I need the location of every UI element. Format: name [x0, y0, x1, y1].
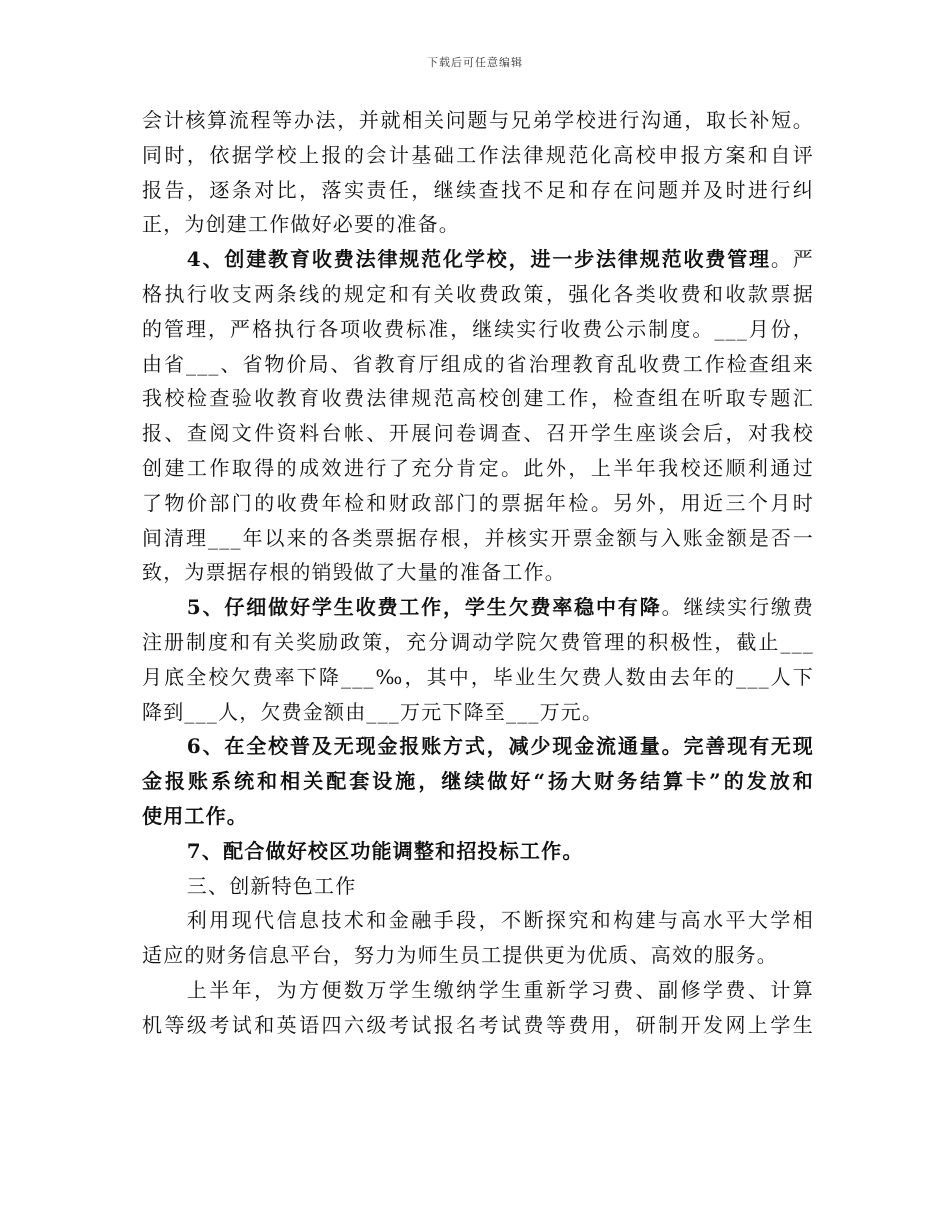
text-run: 适应的财务信息平台，努力为师生员工提供更为优质、高效的服务。 [142, 943, 778, 968]
text-line [142, 903, 814, 938]
bold-text: 金报账系统和相关配套设施，继续做好“扬大财务结算卡”的发放和 [142, 769, 814, 794]
text-line [142, 103, 814, 138]
text-run: 我校检查验收教育收费法律规范高校创建工作，检查组在听取专题汇 [142, 386, 814, 411]
text-line [142, 242, 814, 277]
text-run: 月底全校欠费率下降___‰，其中，毕业生欠费人数由去年的___人下 [142, 664, 814, 689]
text-line [142, 277, 814, 312]
text-line [142, 590, 814, 625]
text-line [142, 451, 814, 486]
text-line [142, 381, 814, 416]
text-line [142, 1008, 814, 1043]
text-line [142, 486, 814, 521]
text-run: 三、创新特色工作 [186, 873, 357, 898]
text-run: 创建工作取得的成效进行了充分肯定。此外，上半年我校还顺利通过 [142, 455, 814, 480]
text-line [142, 625, 814, 660]
document-body [142, 103, 814, 1043]
text-run: 致，为票据存根的销毁做了大量的准备工作。 [142, 560, 566, 585]
text-run: 报、查阅文件资料台帐、开展问卷调查、召开学生座谈会后，对我校 [142, 421, 814, 446]
bold-text: 4、创建教育收费法律规范化学校，进一步法律规范收费管理 [186, 247, 771, 272]
text-run: 。严 [770, 247, 814, 272]
text-run: 同时，依据学校上报的会计基础工作法律规范化高校申报方案和自评 [142, 142, 814, 167]
text-line [142, 138, 814, 173]
bold-text: 5、仔细做好学生收费工作，学生欠费率稳中有降 [186, 595, 662, 620]
text-run: 正，为创建工作做好必要的准备。 [142, 212, 460, 237]
text-line [142, 207, 814, 242]
text-line [142, 555, 814, 590]
text-line [142, 973, 814, 1008]
text-line [142, 834, 814, 869]
text-line [142, 695, 814, 730]
text-run: 由省___、省物价局、省教育厅组成的省治理教育乱收费工作检查组来 [142, 351, 814, 376]
text-line [142, 938, 814, 973]
text-line [142, 347, 814, 382]
bold-text: 7、配合做好校区功能调整和招投标工作。 [186, 838, 584, 863]
text-run: 。继续实行缴费 [661, 595, 814, 620]
text-run: 上半年，为方便数万学生缴纳学生重新学习费、副修学费、计算 [186, 977, 814, 1002]
text-run: 间清理___年以来的各类票据存根，并核实开票金额与入账金额是否一 [142, 525, 814, 550]
text-run: 会计核算流程等办法，并就相关问题与兄弟学校进行沟通，取长补短。 [142, 108, 814, 132]
text-line [142, 660, 814, 695]
bold-text: 使用工作。 [142, 803, 248, 828]
page-header: 下载后可任意编辑 [427, 56, 523, 69]
text-run: 的管理，严格执行各项收费标准，继续实行收费公示制度。___月份， [142, 316, 814, 341]
text-run: 利用现代信息技术和金融手段，不断探究和构建与高水平大学相 [186, 908, 814, 933]
text-line [142, 312, 814, 347]
text-line [142, 869, 814, 904]
text-run: 格执行收支两条线的规定和有关收费政策，强化各类收费和收款票据 [142, 281, 814, 306]
text-run: 注册制度和有关奖励政策，充分调动学院欠费管理的积极性，截止___ [142, 629, 814, 654]
text-line [142, 173, 814, 208]
text-line [142, 729, 814, 764]
text-run: 报告，逐条对比，落实责任，继续查找不足和存在问题并及时进行纠 [142, 177, 814, 202]
text-run: 降到___人，欠费金额由___万元下降至___万元。 [142, 699, 604, 724]
text-run: 机等级考试和英语四六级考试报名考试费等费用，研制开发网上学生 [142, 1012, 814, 1037]
text-line [142, 521, 814, 556]
text-line [142, 799, 814, 834]
text-run: 了物价部门的收费年检和财政部门的票据年检。另外，用近三个月时 [142, 490, 814, 515]
text-line [142, 416, 814, 451]
text-line [142, 764, 814, 799]
bold-text: 6、在全校普及无现金报账方式，减少现金流通量。完善现有无现 [186, 734, 814, 759]
